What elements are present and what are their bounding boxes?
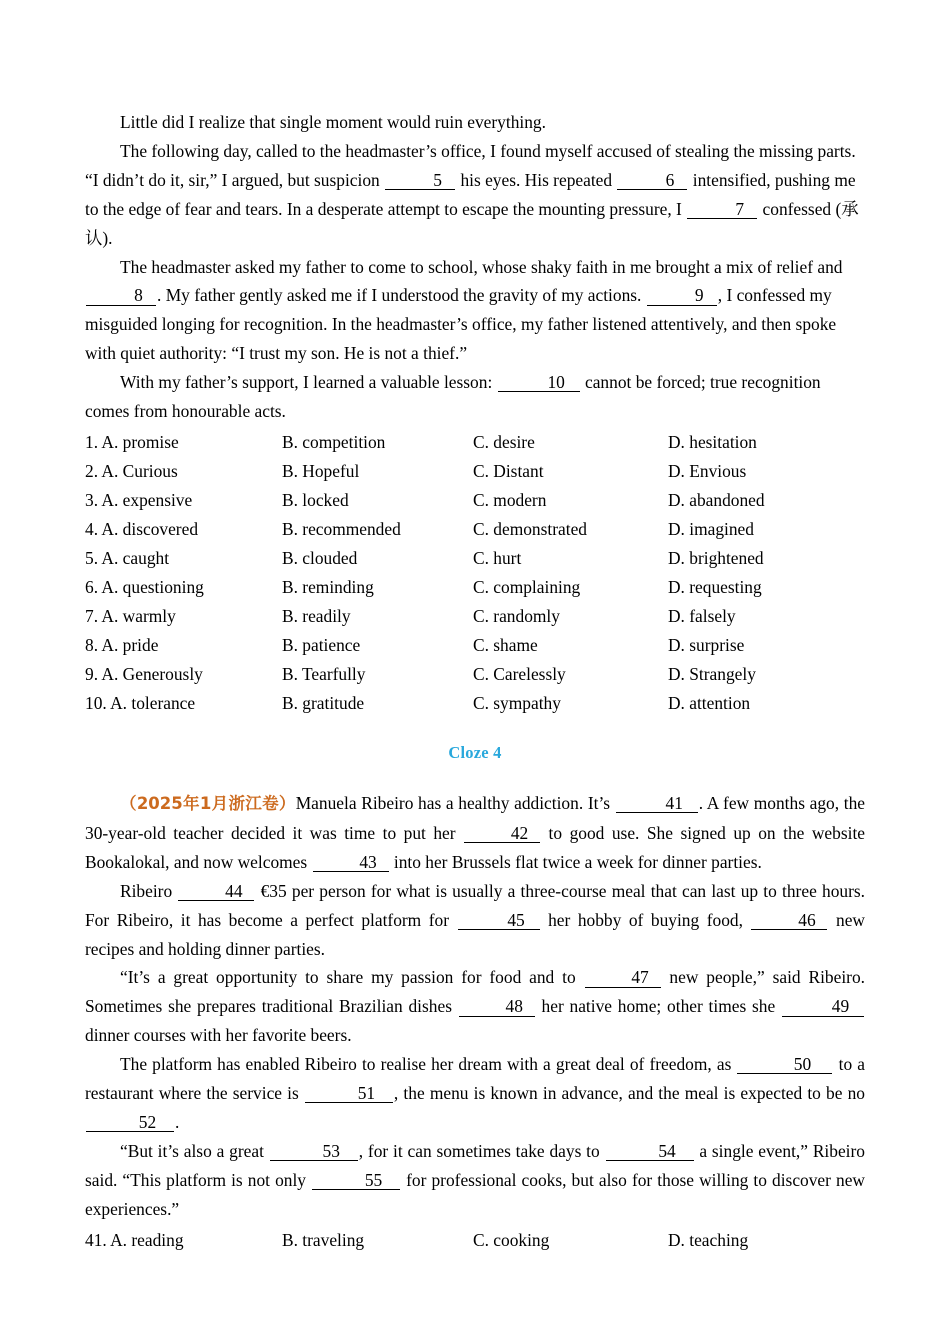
option-a[interactable]: 41. A. reading bbox=[85, 1229, 184, 1250]
text-run: Manuela Ribeiro has a healthy addiction. It’s bbox=[295, 792, 615, 813]
option-row bbox=[85, 573, 865, 602]
option-b[interactable]: B. traveling bbox=[282, 1229, 365, 1250]
text-run: The following day, called to the headmaster’s office, I found myself accused of stealing the missing parts. “I didn’t do it, sir,” I argued, but suspicion bbox=[85, 140, 856, 190]
blank-43[interactable]: 43 bbox=[313, 853, 389, 872]
text-run: The platform has enabled Ribeiro to realise her dream with a great deal of freedom, as bbox=[120, 1054, 737, 1075]
option-row bbox=[85, 457, 865, 486]
text-run: , I confessed my misguided longing for recognition. In the headmaster’s office, my father listened attentively, and then spoke with quiet authority: “I trust my son. He is not a thief.” bbox=[85, 285, 837, 364]
text-run: new recipes and holding dinner parties. bbox=[85, 909, 865, 959]
option-a[interactable]: 7. A. warmly bbox=[85, 605, 176, 626]
option-c[interactable]: C. complaining bbox=[473, 576, 581, 597]
cloze-passage-four bbox=[85, 789, 865, 1255]
blank-48[interactable]: 48 bbox=[459, 997, 535, 1016]
text-run: her native home; other times she bbox=[535, 996, 781, 1017]
option-a[interactable]: 5. A. caught bbox=[85, 547, 170, 568]
blank-41[interactable]: 41 bbox=[616, 794, 698, 813]
option-a[interactable]: 3. A. expensive bbox=[85, 489, 193, 510]
option-row bbox=[85, 544, 865, 573]
text-run: . My father gently asked me if I understood the gravity of my actions. bbox=[157, 285, 646, 306]
option-b[interactable]: B. Tearfully bbox=[282, 663, 366, 684]
blank-44[interactable]: 44 bbox=[178, 882, 254, 901]
option-row bbox=[85, 428, 865, 457]
blank-7[interactable]: 7 bbox=[687, 200, 757, 219]
option-c[interactable]: C. desire bbox=[473, 431, 535, 452]
text-run: The headmaster asked my father to come to school, whose shaky faith in me brought a mix of relief and bbox=[120, 256, 843, 277]
text-run: With my father’s support, I learned a valuable lesson: bbox=[120, 372, 497, 393]
option-b[interactable]: B. competition bbox=[282, 431, 386, 452]
text-run: into her Brussels flat twice a week for dinner parties. bbox=[389, 851, 762, 872]
text-run: to a restaurant where the service is bbox=[85, 1054, 865, 1104]
option-c[interactable]: C. demonstrated bbox=[473, 518, 587, 539]
blank-45[interactable]: 45 bbox=[458, 911, 540, 930]
option-d[interactable]: D. hesitation bbox=[668, 431, 757, 452]
text-run: . A few months ago, the 30-year-old teacher decided it was time to put her bbox=[85, 792, 865, 843]
blank-49[interactable]: 49 bbox=[782, 997, 864, 1016]
option-d[interactable]: D. requesting bbox=[668, 576, 762, 597]
page-content bbox=[85, 108, 865, 1255]
blank-51[interactable]: 51 bbox=[305, 1084, 393, 1103]
blank-42[interactable]: 42 bbox=[464, 824, 540, 843]
option-c[interactable]: C. sympathy bbox=[473, 692, 561, 713]
option-b[interactable]: B. recommended bbox=[282, 518, 401, 539]
option-b[interactable]: B. reminding bbox=[282, 576, 374, 597]
option-d[interactable]: D. imagined bbox=[668, 518, 754, 539]
option-c[interactable]: C. shame bbox=[473, 634, 538, 655]
blank-50[interactable]: 50 bbox=[737, 1055, 832, 1074]
text-run: Little did I realize that single moment would ruin everything. bbox=[120, 112, 546, 132]
option-b[interactable]: B. clouded bbox=[282, 547, 358, 568]
option-a[interactable]: 9. A. Generously bbox=[85, 663, 203, 684]
option-c[interactable]: C. hurt bbox=[473, 547, 522, 568]
blank-8[interactable]: 8 bbox=[86, 286, 156, 305]
passage-paragraph-3 bbox=[85, 253, 865, 369]
option-d[interactable]: D. Envious bbox=[668, 460, 747, 481]
option-b[interactable]: B. locked bbox=[282, 489, 349, 510]
options-list-section-two bbox=[85, 1226, 865, 1255]
blank-5[interactable]: 5 bbox=[385, 171, 455, 190]
text-run: a single event,” Ribeiro said. “This platform is not only bbox=[85, 1140, 865, 1190]
text-run: €35 per person for what is usually a three-course meal that can last up to three hours. For Ribeiro, it has become a perfect platform for bbox=[85, 880, 865, 930]
passage2-paragraph-2 bbox=[85, 877, 865, 964]
option-row bbox=[85, 660, 865, 689]
option-a[interactable]: 1. A. promise bbox=[85, 431, 179, 452]
spacer bbox=[85, 763, 865, 789]
cloze-title-label: Cloze 4 bbox=[448, 742, 502, 762]
option-row bbox=[85, 515, 865, 544]
option-row bbox=[85, 1226, 865, 1255]
passage2-paragraph-3 bbox=[85, 963, 865, 1050]
option-b[interactable]: B. Hopeful bbox=[282, 460, 360, 481]
passage-paragraph-4 bbox=[85, 368, 865, 426]
option-b[interactable]: B. gratitude bbox=[282, 692, 365, 713]
passage2-paragraph-4 bbox=[85, 1050, 865, 1137]
blank-55[interactable]: 55 bbox=[312, 1171, 400, 1190]
option-row bbox=[85, 486, 865, 515]
passage-paragraph-2 bbox=[85, 137, 865, 253]
option-a[interactable]: 10. A. tolerance bbox=[85, 692, 196, 713]
passage2-paragraph-1 bbox=[85, 789, 865, 877]
text-run: cannot be forced; true recognition comes from honourable acts. bbox=[85, 372, 821, 422]
text-run: his eyes. His repeated bbox=[456, 169, 617, 190]
text-run: to good use. She signed up on the website Bookalokal, and now welcomes bbox=[85, 822, 865, 872]
option-a[interactable]: 4. A. discovered bbox=[85, 518, 199, 539]
option-b[interactable]: B. patience bbox=[282, 634, 361, 655]
text-run: confessed (承认). bbox=[85, 198, 859, 248]
text-run: “It’s a great opportunity to share my passion for food and to bbox=[120, 967, 584, 988]
option-c[interactable]: C. randomly bbox=[473, 605, 560, 626]
text-run: , the menu is known in advance, and the meal is expected to be no bbox=[393, 1083, 865, 1104]
blank-9[interactable]: 9 bbox=[647, 286, 717, 305]
option-c[interactable]: C. Carelessly bbox=[473, 663, 566, 684]
blank-6[interactable]: 6 bbox=[617, 171, 687, 190]
text-run: intensified, pushing me to the edge of fear and tears. In a desperate attempt to escape the mounting pressure, I bbox=[85, 169, 856, 219]
option-c[interactable]: C. Distant bbox=[473, 460, 544, 481]
option-a[interactable]: 2. A. Curious bbox=[85, 460, 178, 481]
option-c[interactable]: C. cooking bbox=[473, 1229, 550, 1250]
blank-46[interactable]: 46 bbox=[751, 911, 827, 930]
cloze-passage-three bbox=[85, 108, 865, 718]
option-d[interactable]: D. falsely bbox=[668, 605, 736, 626]
option-a[interactable]: 6. A. questioning bbox=[85, 576, 204, 597]
source-exam-tag: （2025年1月浙江卷） bbox=[120, 793, 296, 813]
text-run: her hobby of buying food, bbox=[540, 909, 751, 930]
option-a[interactable]: 8. A. pride bbox=[85, 634, 159, 655]
blank-52[interactable]: 52 bbox=[86, 1113, 174, 1132]
option-d[interactable]: D. Strangely bbox=[668, 663, 756, 684]
option-row bbox=[85, 602, 865, 631]
passage-paragraph-1 bbox=[85, 108, 865, 137]
text-run: “But it’s also a great bbox=[120, 1140, 269, 1161]
text-run: Ribeiro bbox=[120, 880, 178, 901]
blank-53[interactable]: 53 bbox=[270, 1142, 358, 1161]
option-b[interactable]: B. readily bbox=[282, 605, 351, 626]
option-d[interactable]: D. attention bbox=[668, 692, 751, 713]
spacer bbox=[85, 718, 865, 730]
blank-47[interactable]: 47 bbox=[585, 968, 661, 987]
option-row bbox=[85, 689, 865, 718]
passage2-paragraph-5 bbox=[85, 1137, 865, 1224]
text-run: . bbox=[175, 1111, 180, 1132]
options-list-section-one bbox=[85, 428, 865, 718]
text-run: dinner courses with her favorite beers. bbox=[85, 1025, 352, 1046]
option-d[interactable]: D. teaching bbox=[668, 1229, 749, 1250]
option-d[interactable]: D. abandoned bbox=[668, 489, 765, 510]
option-row bbox=[85, 631, 865, 660]
option-d[interactable]: D. surprise bbox=[668, 634, 745, 655]
blank-54[interactable]: 54 bbox=[606, 1142, 694, 1161]
blank-10[interactable]: 10 bbox=[498, 373, 580, 392]
text-run: for professional cooks, but also for those willing to discover new experiences.” bbox=[85, 1169, 865, 1219]
option-d[interactable]: D. brightened bbox=[668, 547, 764, 568]
option-c[interactable]: C. modern bbox=[473, 489, 547, 510]
cloze-section-title bbox=[85, 743, 865, 763]
text-run: new people,” said Ribeiro. Sometimes she prepares traditional Brazilian dishes bbox=[85, 967, 865, 1017]
text-run: , for it can sometimes take days to bbox=[358, 1140, 605, 1161]
